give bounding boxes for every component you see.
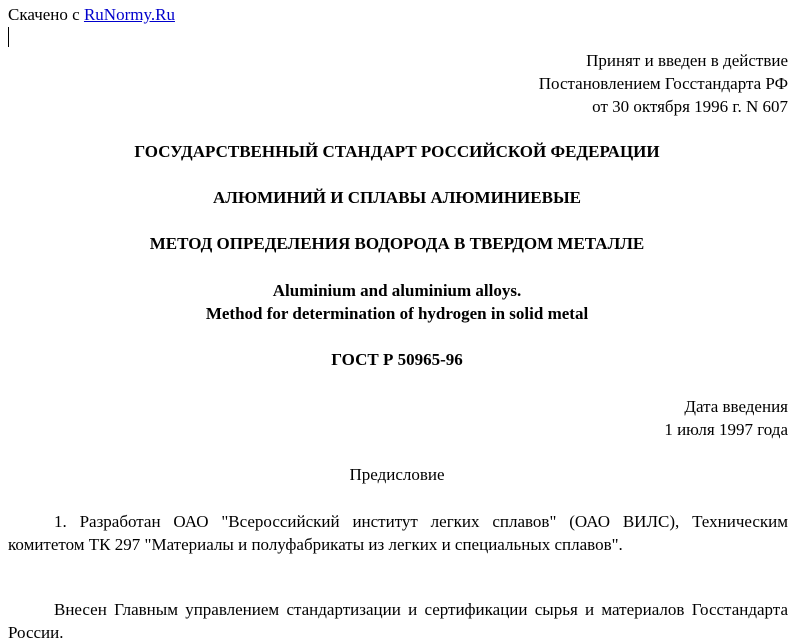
source-line [8, 3, 175, 26]
gost-number: ГОСТ Р 50965-96 [331, 350, 463, 369]
adoption-line-3: от 30 октября 1996 г. N 607 [592, 97, 788, 116]
adoption-line-1: Принят и введен в действие [586, 51, 788, 70]
title-ru-line-2: МЕТОД ОПРЕДЕЛЕНИЯ ВОДОРОДА В ТВЕРДОМ МЕТАЛЛЕ [149, 234, 645, 253]
source-link[interactable]: RuNormy.Ru [83, 5, 175, 24]
title-ru-line-1: АЛЮМИНИЙ И СПЛАВЫ АЛЮМИНИЕВЫЕ [213, 188, 581, 207]
source-prefix: Скачено с [8, 5, 84, 24]
preface-paragraph-1: 1. Разработан ОАО "Всероссийский институт легких сплавов" (ОАО ВИЛС), Техническим комитетом ТК 297 "Материалы и полуфабрикаты из легких и специальных сплавов". [8, 512, 788, 554]
title-en [0, 279, 794, 325]
state-standard-heading: ГОСУДАРСТВЕННЫЙ СТАНДАРТ РОССИЙСКОЙ ФЕДЕРАЦИИ [134, 142, 660, 161]
title-en-line-2: Method for determination of hydrogen in solid metal [205, 304, 589, 323]
text-cursor [8, 27, 9, 47]
adoption-note [388, 49, 788, 118]
title-en-line-1: Aluminium and aluminium alloys. [272, 281, 522, 300]
adoption-line-2: Постановлением Госстандарта РФ [538, 74, 788, 93]
introduction-date-value: 1 июля 1997 года [664, 420, 788, 439]
preface-title: Предисловие [349, 465, 445, 484]
introduction-date [488, 395, 788, 441]
introduction-date-label: Дата введения [684, 397, 788, 416]
preface-paragraph-2: Внесен Главным управлением стандартизации и сертификации сырья и материалов Госстандарта России. [8, 600, 788, 642]
